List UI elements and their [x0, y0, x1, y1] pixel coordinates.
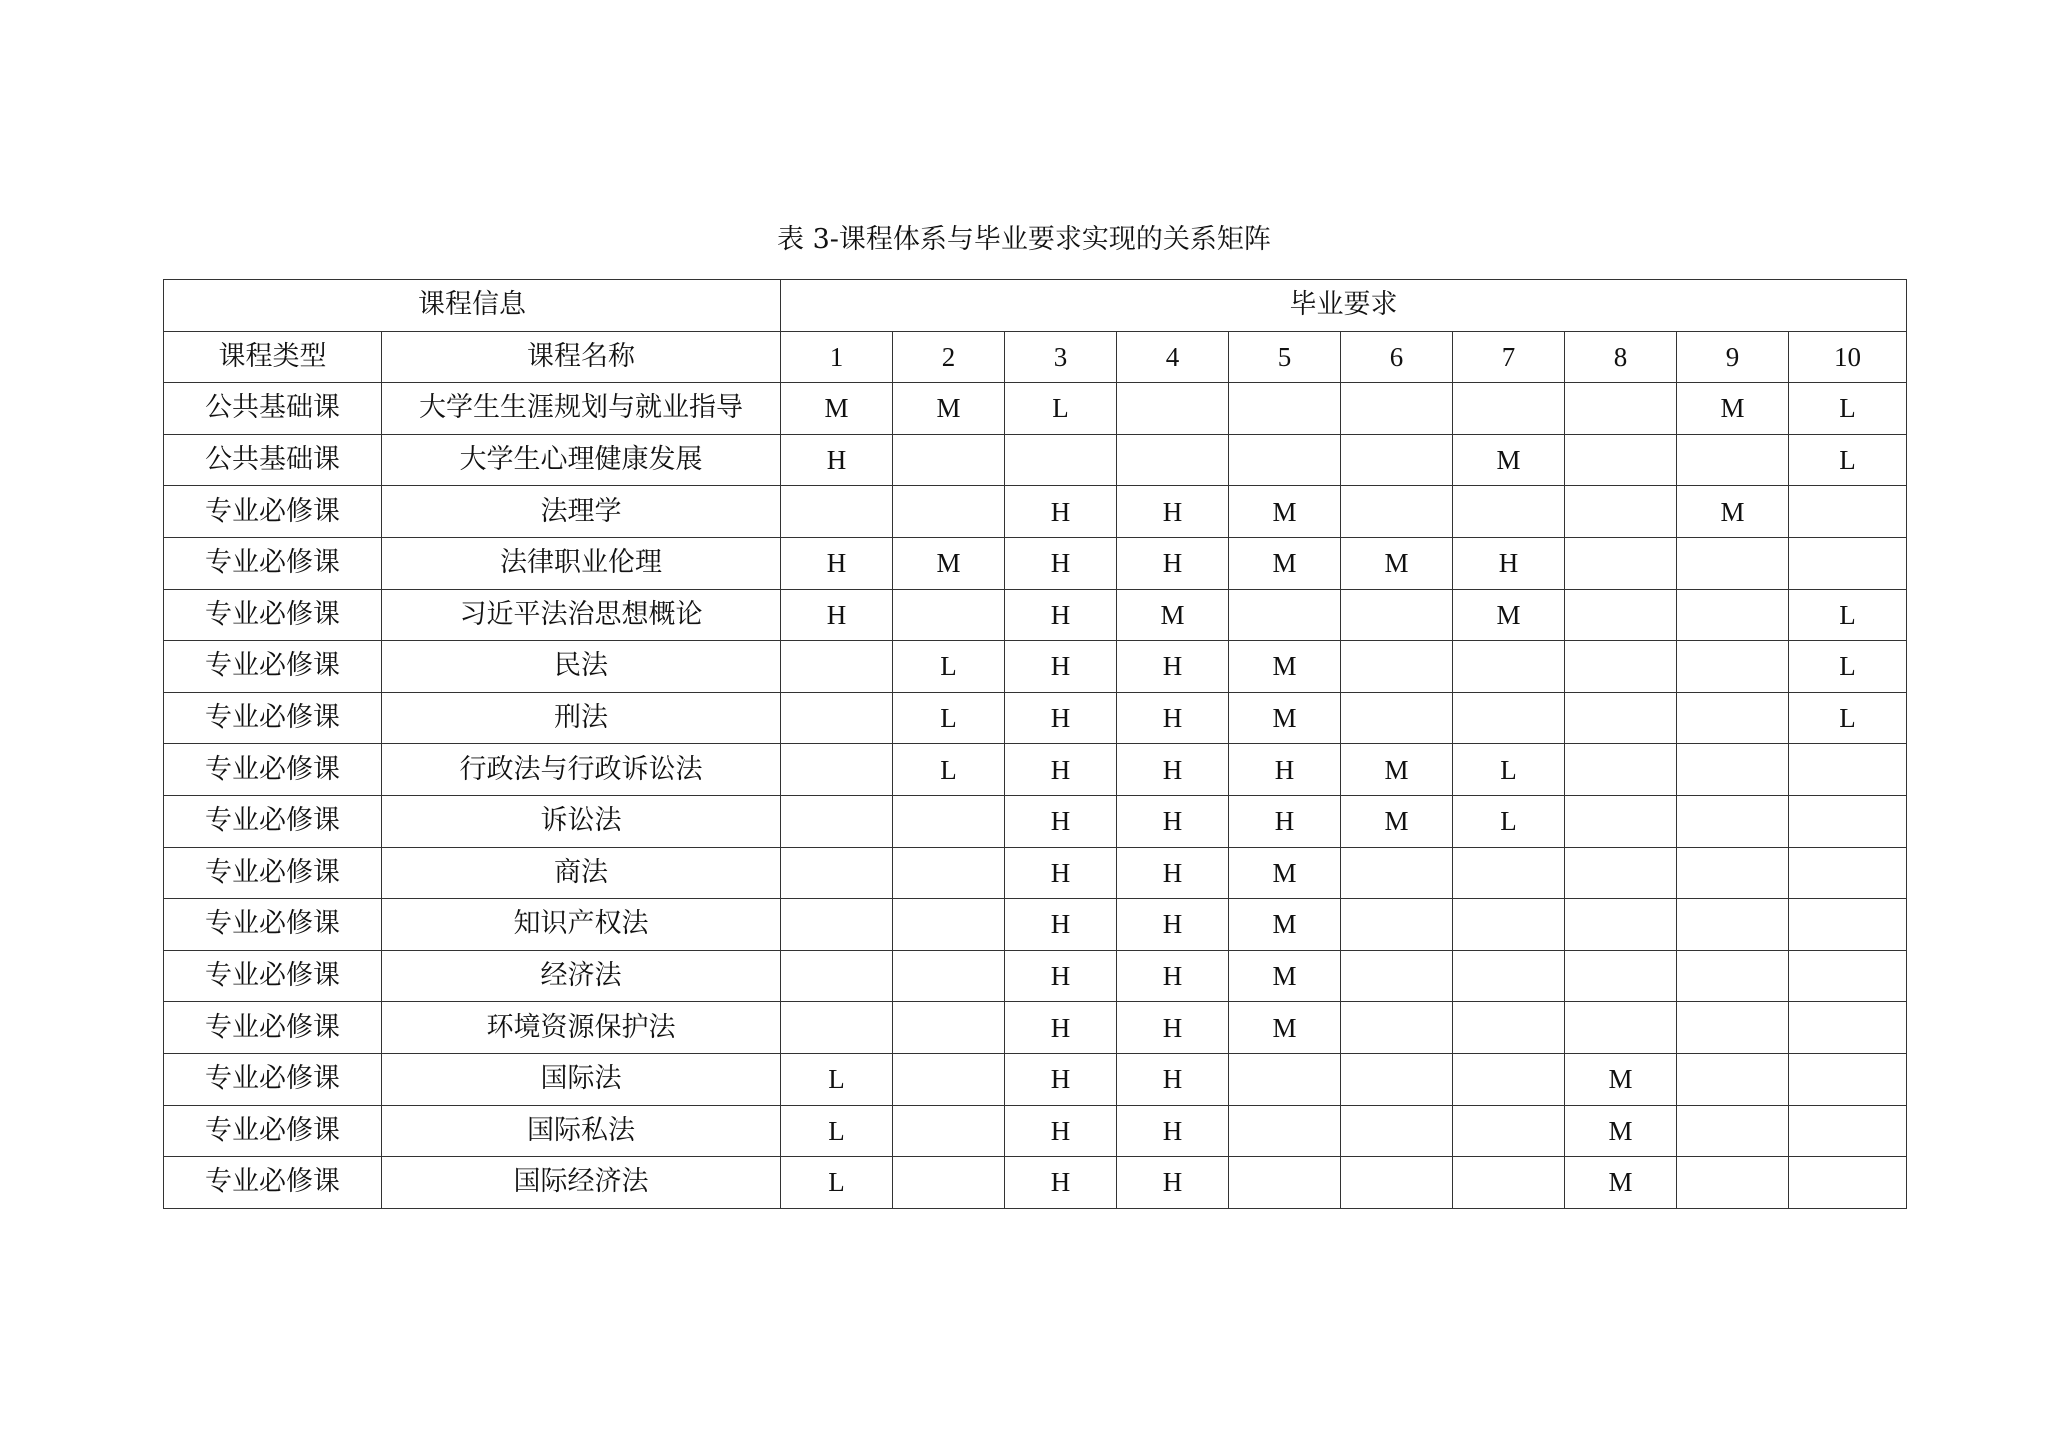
- requirement-level-cell: [1789, 1053, 1907, 1105]
- column-header-row: [164, 331, 1907, 383]
- requirement-level-cell: [781, 899, 893, 951]
- requirement-level-cell: [1117, 383, 1229, 435]
- requirement-level-cell: [1005, 434, 1117, 486]
- requirement-level-cell: [1677, 1002, 1789, 1054]
- table-row: [164, 589, 1907, 641]
- requirement-level-cell: M: [1565, 1157, 1677, 1209]
- requirement-level-cell: M: [1341, 795, 1453, 847]
- requirement-level-cell: L: [781, 1053, 893, 1105]
- requirement-level-cell: [1453, 1105, 1565, 1157]
- requirement-level-cell: [781, 1002, 893, 1054]
- requirement-level-cell: [1453, 1157, 1565, 1209]
- course-type-cell: 专业必修课: [164, 1105, 382, 1157]
- requirement-level-cell: M: [1229, 1002, 1341, 1054]
- course-type-cell: 专业必修课: [164, 1053, 382, 1105]
- course-type-cell: 公共基础课: [164, 383, 382, 435]
- requirement-level-cell: [893, 434, 1005, 486]
- requirement-level-cell: [1453, 1053, 1565, 1105]
- table-row: [164, 1002, 1907, 1054]
- requirement-level-cell: H: [1005, 744, 1117, 796]
- requirement-level-cell: [1453, 950, 1565, 1002]
- requirement-level-cell: [1341, 434, 1453, 486]
- requirement-level-cell: H: [1453, 537, 1565, 589]
- requirement-level-cell: L: [1789, 692, 1907, 744]
- course-name-cell: 习近平法治思想概论: [382, 589, 781, 641]
- table-row: [164, 1157, 1907, 1209]
- requirement-level-cell: H: [1117, 847, 1229, 899]
- requirement-level-cell: M: [1565, 1105, 1677, 1157]
- requirement-level-cell: H: [1117, 950, 1229, 1002]
- requirement-level-cell: H: [1117, 795, 1229, 847]
- requirement-level-cell: [1565, 537, 1677, 589]
- requirement-level-cell: [1677, 434, 1789, 486]
- requirement-level-cell: [1565, 692, 1677, 744]
- table-row: [164, 795, 1907, 847]
- course-type-cell: 专业必修课: [164, 1157, 382, 1209]
- requirement-level-cell: M: [893, 383, 1005, 435]
- requirement-level-cell: [1565, 847, 1677, 899]
- course-name-cell: 行政法与行政诉讼法: [382, 744, 781, 796]
- requirement-level-cell: [1341, 1002, 1453, 1054]
- table-row: [164, 486, 1907, 538]
- requirement-level-cell: M: [1229, 950, 1341, 1002]
- col-header-requirement: 2: [893, 331, 1005, 383]
- requirement-level-cell: [781, 692, 893, 744]
- requirement-level-cell: [1453, 692, 1565, 744]
- requirement-level-cell: [893, 589, 1005, 641]
- requirement-level-cell: [1453, 486, 1565, 538]
- requirement-level-cell: [893, 950, 1005, 1002]
- requirement-level-cell: [1789, 795, 1907, 847]
- requirement-level-cell: [893, 1002, 1005, 1054]
- requirement-level-cell: [1565, 486, 1677, 538]
- col-header-requirement: 9: [1677, 331, 1789, 383]
- requirement-level-cell: M: [893, 537, 1005, 589]
- requirement-level-cell: M: [1229, 641, 1341, 693]
- requirement-level-cell: M: [1565, 1053, 1677, 1105]
- col-header-requirement: 10: [1789, 331, 1907, 383]
- group-requirements: 毕业要求: [781, 280, 1907, 332]
- requirement-level-cell: H: [1005, 1053, 1117, 1105]
- requirement-level-cell: H: [1005, 486, 1117, 538]
- course-type-cell: 专业必修课: [164, 795, 382, 847]
- requirement-level-cell: H: [1005, 641, 1117, 693]
- requirement-level-cell: H: [781, 537, 893, 589]
- col-header-name: 课程名称: [382, 331, 781, 383]
- requirement-level-cell: [1229, 1105, 1341, 1157]
- requirement-level-cell: [1565, 589, 1677, 641]
- course-type-cell: 专业必修课: [164, 1002, 382, 1054]
- requirement-level-cell: H: [1117, 692, 1229, 744]
- requirement-level-cell: M: [1229, 486, 1341, 538]
- requirement-level-cell: H: [1229, 795, 1341, 847]
- course-name-cell: 诉讼法: [382, 795, 781, 847]
- requirement-level-cell: [1341, 486, 1453, 538]
- requirement-level-cell: [781, 795, 893, 847]
- requirement-level-cell: H: [1117, 1002, 1229, 1054]
- requirement-level-cell: H: [781, 434, 893, 486]
- requirement-level-cell: M: [781, 383, 893, 435]
- course-type-cell: 专业必修课: [164, 641, 382, 693]
- requirement-level-cell: [1341, 899, 1453, 951]
- requirement-level-cell: H: [1117, 486, 1229, 538]
- requirement-level-cell: [1565, 383, 1677, 435]
- requirement-level-cell: H: [1005, 899, 1117, 951]
- requirement-level-cell: M: [1677, 486, 1789, 538]
- requirement-level-cell: [1565, 1002, 1677, 1054]
- course-name-cell: 民法: [382, 641, 781, 693]
- requirement-level-cell: L: [781, 1157, 893, 1209]
- requirement-level-cell: L: [1789, 434, 1907, 486]
- requirement-level-cell: H: [1005, 1002, 1117, 1054]
- requirement-level-cell: [1677, 589, 1789, 641]
- requirement-level-cell: H: [1117, 1157, 1229, 1209]
- requirement-level-cell: [1677, 641, 1789, 693]
- requirement-level-cell: H: [1117, 537, 1229, 589]
- table-row: [164, 899, 1907, 951]
- requirement-level-cell: [1789, 847, 1907, 899]
- requirement-level-cell: [893, 1157, 1005, 1209]
- requirement-level-cell: H: [1229, 744, 1341, 796]
- course-requirement-matrix: [163, 279, 1907, 1209]
- requirement-level-cell: [1229, 589, 1341, 641]
- requirement-level-cell: [893, 795, 1005, 847]
- table-row: [164, 537, 1907, 589]
- table-row: [164, 641, 1907, 693]
- requirement-level-cell: [1341, 1053, 1453, 1105]
- requirement-level-cell: M: [1229, 899, 1341, 951]
- requirement-level-cell: M: [1229, 692, 1341, 744]
- requirement-level-cell: [1341, 1105, 1453, 1157]
- course-name-cell: 国际法: [382, 1053, 781, 1105]
- course-name-cell: 国际私法: [382, 1105, 781, 1157]
- course-type-cell: 专业必修课: [164, 950, 382, 1002]
- requirement-level-cell: [1453, 641, 1565, 693]
- requirement-level-cell: [1789, 899, 1907, 951]
- requirement-level-cell: [1677, 899, 1789, 951]
- col-header-requirement: 4: [1117, 331, 1229, 383]
- requirement-level-cell: H: [1005, 847, 1117, 899]
- requirement-level-cell: [1677, 537, 1789, 589]
- table-row: [164, 383, 1907, 435]
- requirement-level-cell: [1453, 899, 1565, 951]
- requirement-level-cell: [1677, 1157, 1789, 1209]
- requirement-level-cell: [1229, 383, 1341, 435]
- requirement-level-cell: [893, 1053, 1005, 1105]
- requirement-level-cell: L: [893, 641, 1005, 693]
- requirement-level-cell: L: [1789, 641, 1907, 693]
- requirement-level-cell: H: [1005, 1105, 1117, 1157]
- table-caption: 表 3-课程体系与毕业要求实现的关系矩阵: [777, 224, 1271, 255]
- requirement-level-cell: [1565, 795, 1677, 847]
- requirement-level-cell: H: [1005, 692, 1117, 744]
- col-header-requirement: 5: [1229, 331, 1341, 383]
- col-header-requirement: 1: [781, 331, 893, 383]
- requirement-level-cell: L: [893, 692, 1005, 744]
- table-row: [164, 847, 1907, 899]
- requirement-level-cell: [1229, 1053, 1341, 1105]
- requirement-level-cell: [1789, 1157, 1907, 1209]
- course-type-cell: 公共基础课: [164, 434, 382, 486]
- table-row: [164, 744, 1907, 796]
- col-header-requirement: 7: [1453, 331, 1565, 383]
- requirement-level-cell: [1789, 950, 1907, 1002]
- requirement-level-cell: [1677, 744, 1789, 796]
- course-type-cell: 专业必修课: [164, 847, 382, 899]
- table-row: [164, 692, 1907, 744]
- requirement-level-cell: [1565, 950, 1677, 1002]
- requirement-level-cell: L: [1789, 383, 1907, 435]
- requirement-level-cell: [1677, 1053, 1789, 1105]
- requirement-level-cell: M: [1453, 434, 1565, 486]
- requirement-level-cell: [781, 744, 893, 796]
- requirement-level-cell: M: [1341, 744, 1453, 796]
- requirement-level-cell: [1789, 537, 1907, 589]
- course-name-cell: 法律职业伦理: [382, 537, 781, 589]
- requirement-level-cell: [1229, 434, 1341, 486]
- course-name-cell: 经济法: [382, 950, 781, 1002]
- requirement-level-cell: [893, 486, 1005, 538]
- requirement-level-cell: [1341, 847, 1453, 899]
- requirement-level-cell: [893, 847, 1005, 899]
- requirement-level-cell: M: [1453, 589, 1565, 641]
- requirement-level-cell: H: [1117, 1053, 1229, 1105]
- requirement-level-cell: H: [1117, 1105, 1229, 1157]
- requirement-level-cell: [1341, 383, 1453, 435]
- requirement-level-cell: [1341, 1157, 1453, 1209]
- requirement-level-cell: L: [781, 1105, 893, 1157]
- table-row: [164, 950, 1907, 1002]
- course-name-cell: 知识产权法: [382, 899, 781, 951]
- requirement-level-cell: L: [1453, 795, 1565, 847]
- requirement-level-cell: L: [1789, 589, 1907, 641]
- requirement-level-cell: [1789, 1002, 1907, 1054]
- table-row: [164, 434, 1907, 486]
- course-name-cell: 刑法: [382, 692, 781, 744]
- course-type-cell: 专业必修课: [164, 744, 382, 796]
- requirement-level-cell: M: [1117, 589, 1229, 641]
- requirement-level-cell: [1677, 847, 1789, 899]
- requirement-level-cell: H: [1005, 1157, 1117, 1209]
- requirement-level-cell: [781, 950, 893, 1002]
- col-header-type: 课程类型: [164, 331, 382, 383]
- requirement-level-cell: H: [1005, 589, 1117, 641]
- requirement-level-cell: H: [781, 589, 893, 641]
- course-name-cell: 法理学: [382, 486, 781, 538]
- requirement-level-cell: H: [1005, 950, 1117, 1002]
- requirement-level-cell: [1677, 795, 1789, 847]
- requirement-level-cell: [1341, 641, 1453, 693]
- requirement-level-cell: [1453, 847, 1565, 899]
- requirement-level-cell: [1117, 434, 1229, 486]
- requirement-level-cell: H: [1005, 537, 1117, 589]
- col-header-requirement: 3: [1005, 331, 1117, 383]
- requirement-level-cell: [1789, 486, 1907, 538]
- course-type-cell: 专业必修课: [164, 899, 382, 951]
- requirement-level-cell: [1341, 589, 1453, 641]
- requirement-level-cell: [1565, 899, 1677, 951]
- requirement-level-cell: [1565, 434, 1677, 486]
- course-type-cell: 专业必修课: [164, 537, 382, 589]
- requirement-level-cell: [1677, 950, 1789, 1002]
- requirement-level-cell: H: [1117, 641, 1229, 693]
- requirement-level-cell: L: [1005, 383, 1117, 435]
- table-row: [164, 1053, 1907, 1105]
- course-name-cell: 商法: [382, 847, 781, 899]
- course-type-cell: 专业必修课: [164, 486, 382, 538]
- course-type-cell: 专业必修课: [164, 589, 382, 641]
- requirement-level-cell: [1789, 1105, 1907, 1157]
- col-header-requirement: 6: [1341, 331, 1453, 383]
- requirement-level-cell: [1453, 1002, 1565, 1054]
- col-header-requirement: 8: [1565, 331, 1677, 383]
- course-name-cell: 环境资源保护法: [382, 1002, 781, 1054]
- requirement-level-cell: H: [1117, 899, 1229, 951]
- requirement-level-cell: [1565, 744, 1677, 796]
- requirement-level-cell: L: [1453, 744, 1565, 796]
- requirement-level-cell: [781, 641, 893, 693]
- requirement-level-cell: [1565, 641, 1677, 693]
- course-name-cell: 国际经济法: [382, 1157, 781, 1209]
- requirement-level-cell: [1453, 383, 1565, 435]
- requirement-level-cell: M: [1341, 537, 1453, 589]
- course-name-cell: 大学生生涯规划与就业指导: [382, 383, 781, 435]
- requirement-level-cell: [1341, 950, 1453, 1002]
- requirement-level-cell: [781, 847, 893, 899]
- table-row: [164, 1105, 1907, 1157]
- requirement-level-cell: H: [1117, 744, 1229, 796]
- requirement-level-cell: M: [1677, 383, 1789, 435]
- requirement-level-cell: [1229, 1157, 1341, 1209]
- course-name-cell: 大学生心理健康发展: [382, 434, 781, 486]
- course-type-cell: 专业必修课: [164, 692, 382, 744]
- requirement-level-cell: [1341, 692, 1453, 744]
- requirement-level-cell: [1789, 744, 1907, 796]
- group-course-info: 课程信息: [164, 280, 781, 332]
- requirement-level-cell: M: [1229, 537, 1341, 589]
- requirement-level-cell: [893, 1105, 1005, 1157]
- requirement-level-cell: [1677, 692, 1789, 744]
- requirement-level-cell: [893, 899, 1005, 951]
- requirement-level-cell: L: [893, 744, 1005, 796]
- requirement-level-cell: [781, 486, 893, 538]
- requirement-level-cell: H: [1005, 795, 1117, 847]
- requirement-level-cell: [1677, 1105, 1789, 1157]
- group-header-row: [164, 280, 1907, 332]
- requirement-level-cell: M: [1229, 847, 1341, 899]
